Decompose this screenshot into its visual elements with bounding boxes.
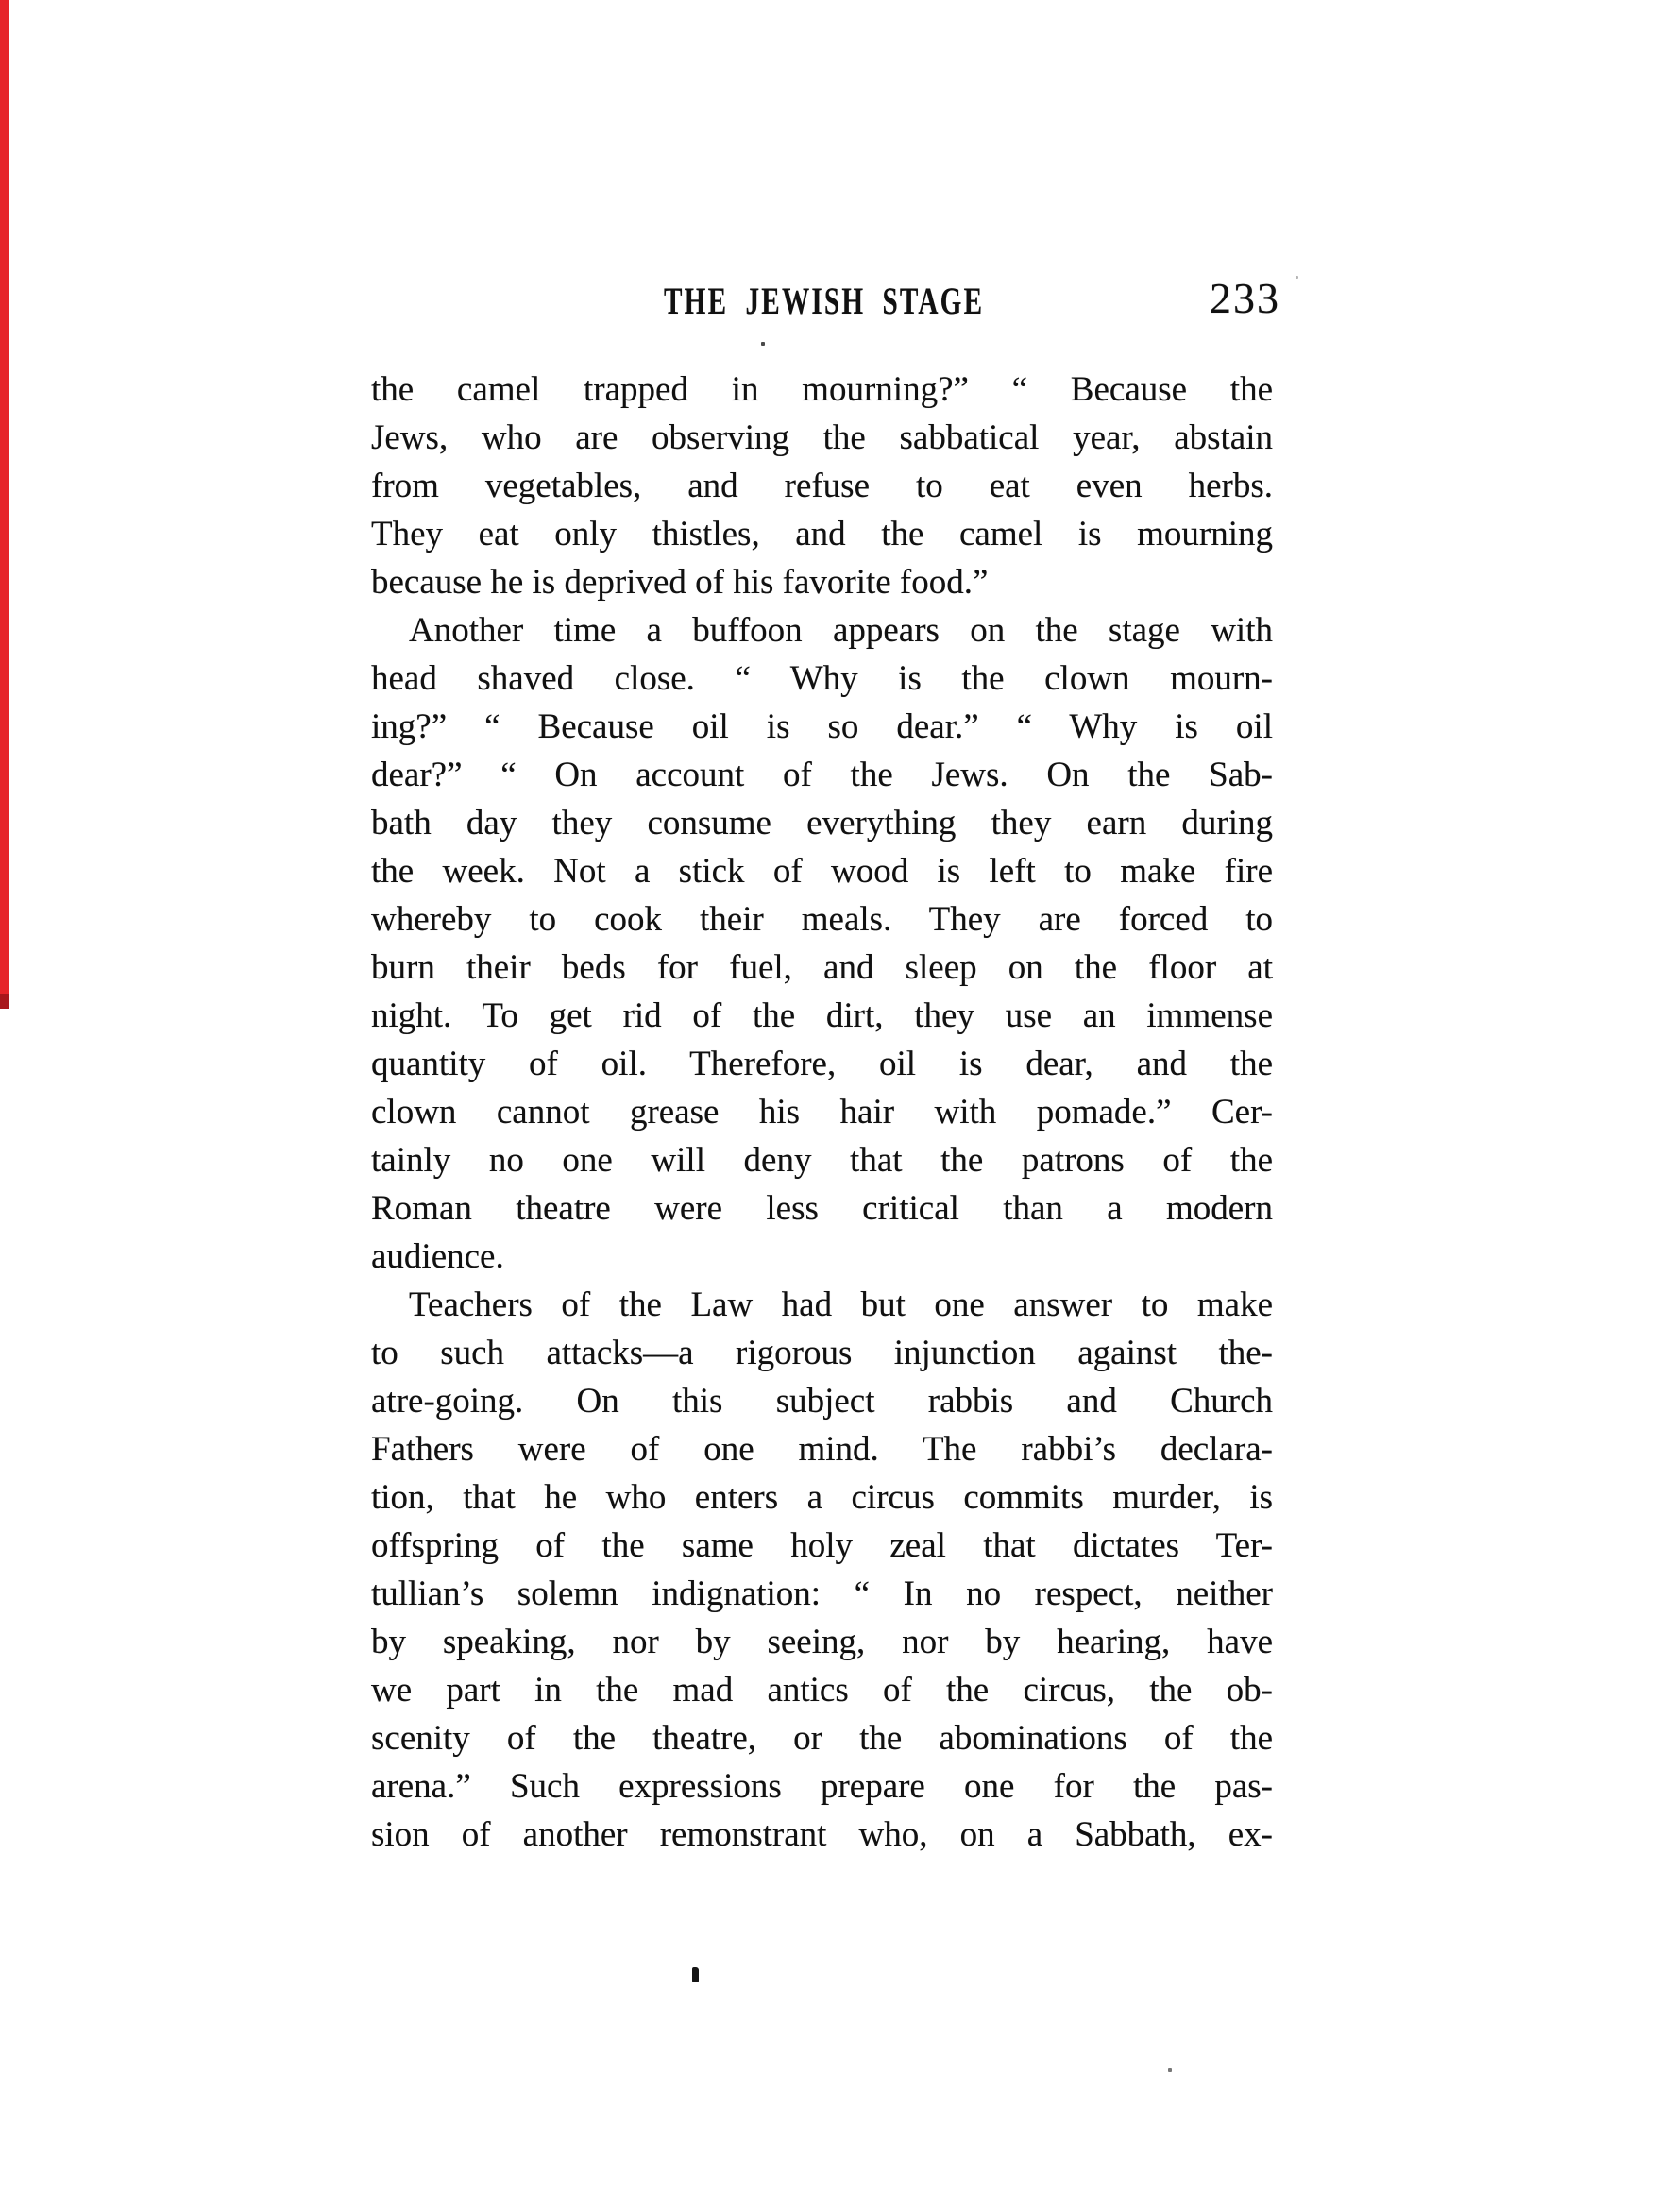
text-line: sion of another remonstrant who, on a Sabbath, ex- [371, 1815, 1273, 1854]
text-line: burn their beds for fuel, and sleep on the floor at [371, 948, 1273, 987]
ink-speck [1168, 2068, 1172, 2072]
text-line: Roman theatre were less critical than a modern [371, 1189, 1273, 1228]
ink-speck [692, 1967, 699, 1982]
text-line: the camel trapped in mourning?” “ Because the [371, 370, 1273, 409]
text-line: offspring of the same holy zeal that dictates Ter- [371, 1526, 1273, 1565]
text-line: They eat only thistles, and the camel is mourning [371, 515, 1273, 553]
text-line: the week. Not a stick of wood is left to make fire [371, 852, 1273, 891]
red-scan-edge-artifact [0, 0, 9, 994]
text-line: Jews, who are observing the sabbatical year, abstain [371, 418, 1273, 457]
ink-speck [761, 342, 765, 346]
body-text-block [371, 366, 1273, 1859]
red-scan-edge-artifact-tip [0, 994, 9, 1009]
text-line: Fathers were of one mind. The rabbi’s declara- [371, 1430, 1273, 1469]
text-line: to such attacks—a rigorous injunction against the- [371, 1334, 1273, 1372]
text-line: from vegetables, and refuse to eat even herbs. [371, 467, 1273, 505]
text-line: whereby to cook their meals. They are forced to [371, 900, 1273, 939]
running-head-title: THE JEWISH STAGE [664, 280, 985, 322]
text-line: bath day they consume everything they earn during [371, 804, 1273, 842]
text-line: night. To get rid of the dirt, they use an immense [371, 996, 1273, 1035]
text-line: because he is deprived of his favorite food.” [371, 563, 989, 602]
text-line: head shaved close. “ Why is the clown mourn- [371, 659, 1273, 698]
text-line: tainly no one will deny that the patrons of the [371, 1141, 1273, 1180]
text-line: scenity of the theatre, or the abominations of the [371, 1719, 1273, 1758]
text-line: atre-going. On this subject rabbis and Church [371, 1382, 1273, 1421]
text-line: audience. [371, 1237, 504, 1276]
text-line: arena.” Such expressions prepare one for the pas- [371, 1767, 1273, 1806]
text-line: tullian’s solemn indignation: “ In no respect, neither [371, 1574, 1273, 1613]
ink-speck [1296, 276, 1298, 279]
text-line: Another time a buffoon appears on the stage with [409, 611, 1273, 650]
text-line: clown cannot grease his hair with pomade.” Cer- [371, 1093, 1273, 1132]
text-line: Teachers of the Law had but one answer to make [409, 1285, 1273, 1324]
text-line: quantity of oil. Therefore, oil is dear, and the [371, 1045, 1273, 1083]
text-line: we part in the mad antics of the circus, the ob- [371, 1671, 1273, 1710]
text-line: tion, that he who enters a circus commits murder, is [371, 1478, 1273, 1517]
text-line: ing?” “ Because oil is so dear.” “ Why is oil [371, 707, 1273, 746]
page-number: 233 [1210, 274, 1280, 322]
text-line: dear?” “ On account of the Jews. On the Sab- [371, 756, 1273, 794]
text-line: by speaking, nor by seeing, nor by hearing, have [371, 1623, 1273, 1661]
